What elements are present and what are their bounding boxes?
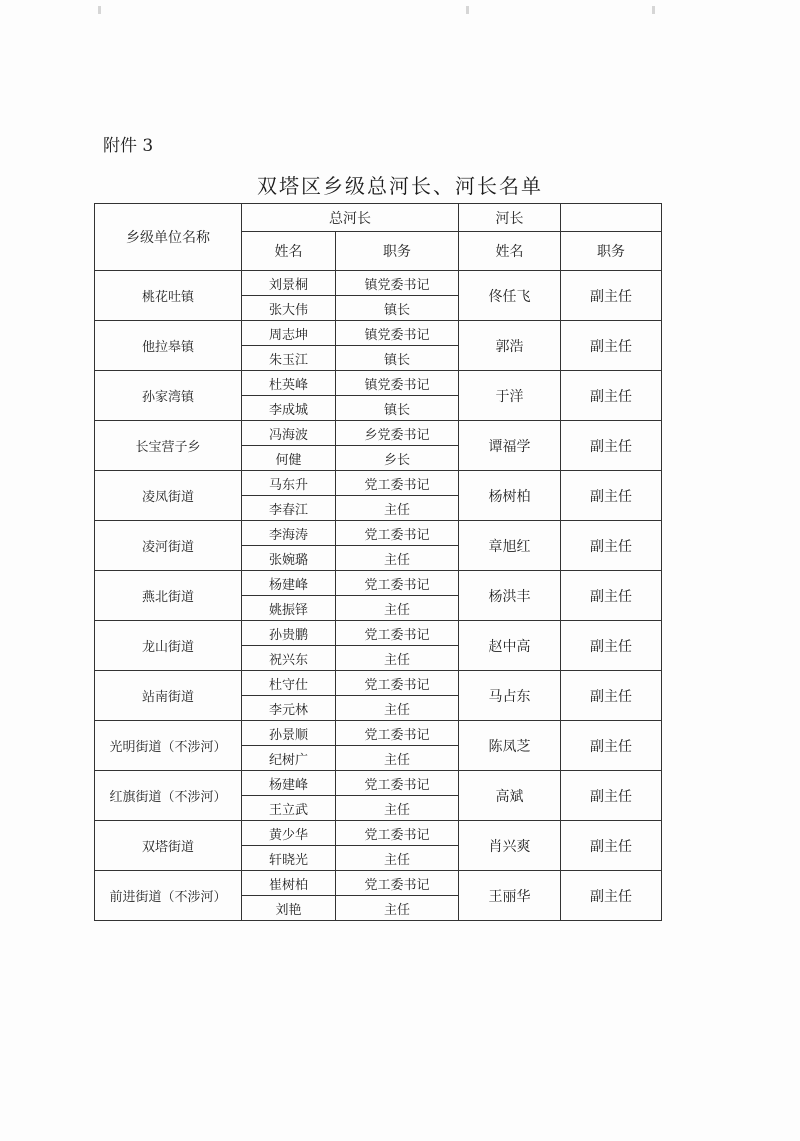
river-chief-role-cell: 副主任 <box>561 871 662 921</box>
chief-role-cell: 党工委书记 <box>336 621 459 646</box>
chief-role-cell: 主任 <box>336 496 459 521</box>
chief-name-cell: 李海涛 <box>242 521 336 546</box>
chief-name-cell: 黄少华 <box>242 821 336 846</box>
chief-name-cell: 轩晓光 <box>242 846 336 871</box>
document-title: 双塔区乡级总河长、河长名单 <box>257 174 543 198</box>
scan-mark <box>466 6 469 14</box>
river-chief-role-cell: 副主任 <box>561 821 662 871</box>
chief-name-cell: 冯海波 <box>242 421 336 446</box>
table-row <box>95 321 662 346</box>
header-unit: 乡级单位名称 <box>95 204 242 271</box>
river-chief-name-cell: 马占东 <box>459 671 561 721</box>
table-header <box>95 204 662 271</box>
chief-role-cell: 主任 <box>336 746 459 771</box>
scan-mark <box>652 6 655 14</box>
chief-role-cell: 党工委书记 <box>336 571 459 596</box>
chief-name-cell: 张婉璐 <box>242 546 336 571</box>
town-name-cell: 长宝营子乡 <box>95 421 242 471</box>
chief-role-cell: 党工委书记 <box>336 521 459 546</box>
chief-name-cell: 孙景顺 <box>242 721 336 746</box>
river-chief-role-cell: 副主任 <box>561 571 662 621</box>
chief-role-cell: 党工委书记 <box>336 721 459 746</box>
table-row <box>95 771 662 796</box>
chief-name-cell: 祝兴东 <box>242 646 336 671</box>
river-chief-name-cell: 肖兴爽 <box>459 821 561 871</box>
chief-name-cell: 周志坤 <box>242 321 336 346</box>
town-name-cell: 双塔街道 <box>95 821 242 871</box>
chief-name-cell: 王立武 <box>242 796 336 821</box>
table-row <box>95 571 662 596</box>
chief-role-cell: 主任 <box>336 646 459 671</box>
town-name-cell: 桃花吐镇 <box>95 271 242 321</box>
river-chief-name-cell: 杨树柏 <box>459 471 561 521</box>
chief-role-cell: 镇党委书记 <box>336 371 459 396</box>
chief-role-cell: 镇长 <box>336 396 459 421</box>
header-blank <box>561 204 662 232</box>
chief-role-cell: 党工委书记 <box>336 821 459 846</box>
chief-name-cell: 马东升 <box>242 471 336 496</box>
chief-name-cell: 李成城 <box>242 396 336 421</box>
chief-name-cell: 张大伟 <box>242 296 336 321</box>
chief-role-cell: 乡长 <box>336 446 459 471</box>
river-chief-role-cell: 副主任 <box>561 771 662 821</box>
chief-name-cell: 姚振铎 <box>242 596 336 621</box>
chief-role-cell: 主任 <box>336 596 459 621</box>
town-name-cell: 龙山街道 <box>95 621 242 671</box>
header-river-group: 河长 <box>459 204 561 232</box>
chief-name-cell: 崔树柏 <box>242 871 336 896</box>
table-row <box>95 671 662 696</box>
chief-name-cell: 朱玉江 <box>242 346 336 371</box>
table-row <box>95 371 662 396</box>
river-chief-name-cell: 高斌 <box>459 771 561 821</box>
chief-role-cell: 镇党委书记 <box>336 271 459 296</box>
header-chief-group: 总河长 <box>242 204 459 232</box>
river-chief-role-cell: 副主任 <box>561 371 662 421</box>
chief-name-cell: 刘艳 <box>242 896 336 921</box>
table-row <box>95 421 662 446</box>
chief-name-cell: 杜英峰 <box>242 371 336 396</box>
header-river-name: 姓名 <box>459 232 561 271</box>
header-river-role: 职务 <box>561 232 662 271</box>
town-name-cell: 凌凤街道 <box>95 471 242 521</box>
chief-name-cell: 纪树广 <box>242 746 336 771</box>
table-row <box>95 471 662 496</box>
attachment-label: 附件 3 <box>103 136 154 156</box>
river-chief-name-cell: 赵中高 <box>459 621 561 671</box>
river-chief-role-cell: 副主任 <box>561 471 662 521</box>
chief-role-cell: 党工委书记 <box>336 871 459 896</box>
table-row <box>95 871 662 896</box>
chief-role-cell: 党工委书记 <box>336 771 459 796</box>
town-name-cell: 前进街道（不涉河） <box>95 871 242 921</box>
chief-role-cell: 镇长 <box>336 296 459 321</box>
town-name-cell: 红旗街道（不涉河） <box>95 771 242 821</box>
river-chief-name-cell: 谭福学 <box>459 421 561 471</box>
chief-role-cell: 主任 <box>336 896 459 921</box>
chief-role-cell: 主任 <box>336 546 459 571</box>
river-chief-name-cell: 郭浩 <box>459 321 561 371</box>
chief-name-cell: 刘景桐 <box>242 271 336 296</box>
chief-role-cell: 乡党委书记 <box>336 421 459 446</box>
river-chief-role-cell: 副主任 <box>561 521 662 571</box>
river-chief-name-cell: 陈凤芝 <box>459 721 561 771</box>
river-chief-table <box>94 203 662 921</box>
town-name-cell: 他拉皋镇 <box>95 321 242 371</box>
chief-role-cell: 党工委书记 <box>336 471 459 496</box>
table-row <box>95 721 662 746</box>
river-chief-name-cell: 佟任飞 <box>459 271 561 321</box>
scan-mark <box>98 6 101 14</box>
river-chief-name-cell: 王丽华 <box>459 871 561 921</box>
town-name-cell: 光明街道（不涉河） <box>95 721 242 771</box>
town-name-cell: 孙家湾镇 <box>95 371 242 421</box>
table-body <box>95 271 662 921</box>
table-row <box>95 821 662 846</box>
chief-name-cell: 杨建峰 <box>242 771 336 796</box>
chief-name-cell: 孙贵鹏 <box>242 621 336 646</box>
table-row <box>95 271 662 296</box>
river-chief-role-cell: 副主任 <box>561 621 662 671</box>
chief-name-cell: 何健 <box>242 446 336 471</box>
river-chief-name-cell: 章旭红 <box>459 521 561 571</box>
chief-name-cell: 杨建峰 <box>242 571 336 596</box>
town-name-cell: 站南街道 <box>95 671 242 721</box>
chief-role-cell: 主任 <box>336 796 459 821</box>
chief-role-cell: 镇党委书记 <box>336 321 459 346</box>
town-name-cell: 凌河街道 <box>95 521 242 571</box>
river-chief-role-cell: 副主任 <box>561 421 662 471</box>
table-row <box>95 621 662 646</box>
header-chief-role: 职务 <box>336 232 459 271</box>
river-chief-name-cell: 于洋 <box>459 371 561 421</box>
header-chief-name: 姓名 <box>242 232 336 271</box>
chief-name-cell: 杜守仕 <box>242 671 336 696</box>
river-chief-role-cell: 副主任 <box>561 271 662 321</box>
river-chief-role-cell: 副主任 <box>561 721 662 771</box>
chief-role-cell: 主任 <box>336 696 459 721</box>
chief-name-cell: 李元林 <box>242 696 336 721</box>
chief-role-cell: 党工委书记 <box>336 671 459 696</box>
river-chief-role-cell: 副主任 <box>561 671 662 721</box>
chief-role-cell: 主任 <box>336 846 459 871</box>
chief-role-cell: 镇长 <box>336 346 459 371</box>
chief-name-cell: 李春江 <box>242 496 336 521</box>
table-row <box>95 521 662 546</box>
river-chief-name-cell: 杨洪丰 <box>459 571 561 621</box>
river-chief-role-cell: 副主任 <box>561 321 662 371</box>
town-name-cell: 燕北街道 <box>95 571 242 621</box>
